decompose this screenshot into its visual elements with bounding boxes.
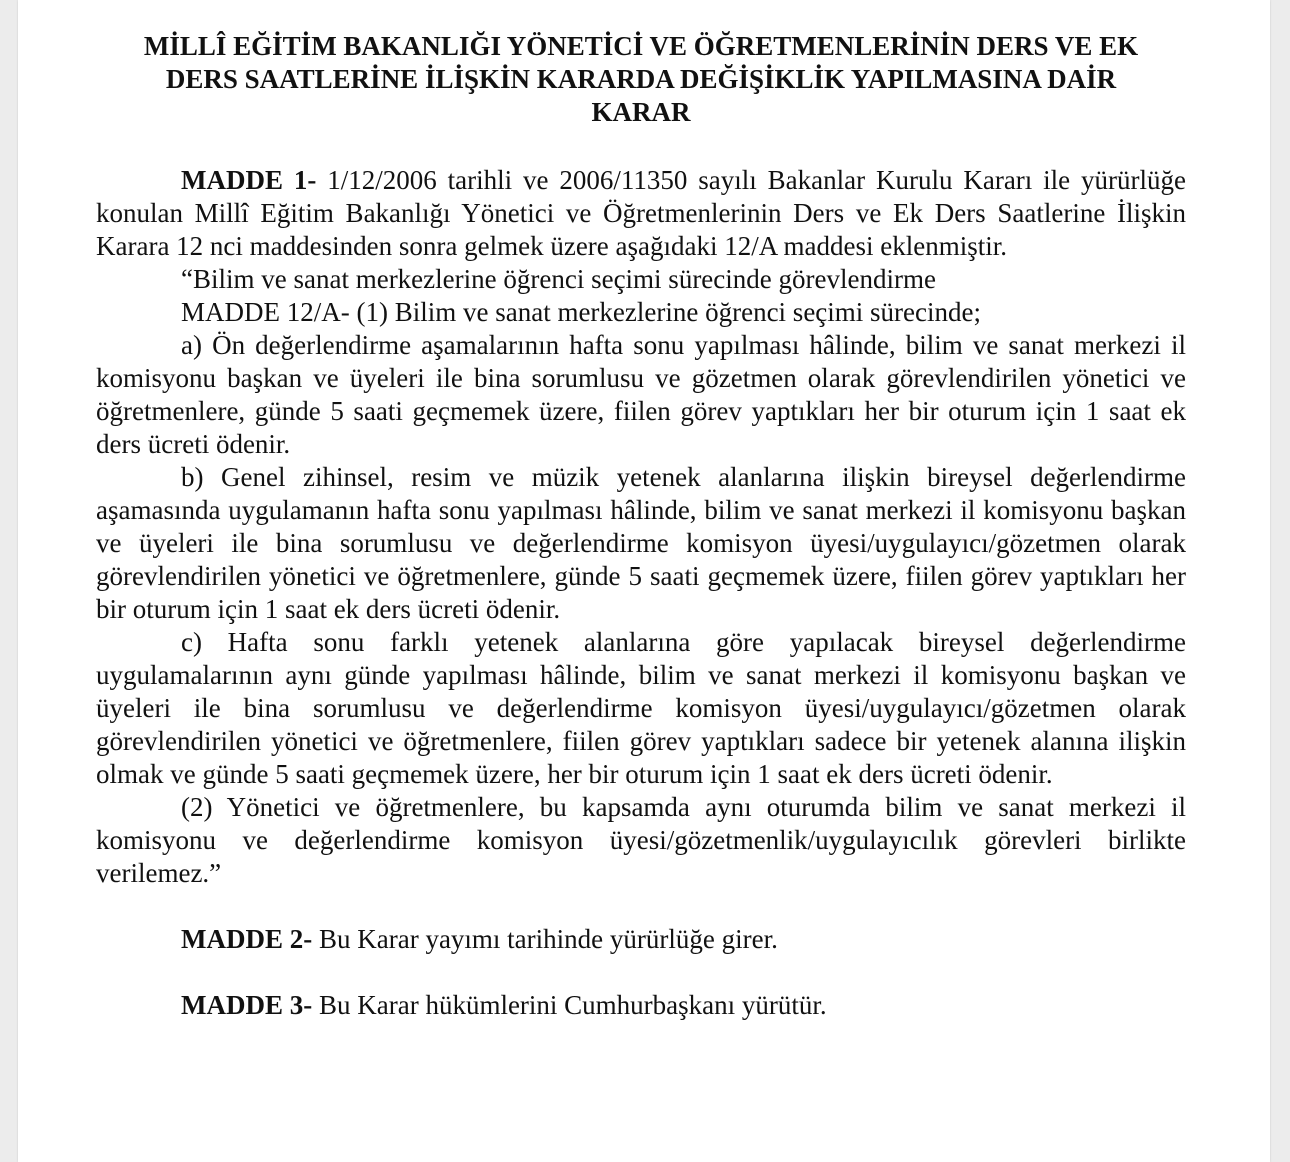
document-page — [18, 0, 1270, 1162]
title-line-1: MİLLÎ EĞİTİM BAKANLIĞI YÖNETİCİ VE ÖĞRETMENLERİNİN DERS VE EK — [143, 31, 1139, 61]
clause-b: b) Genel zihinsel, resim ve müzik yetenek alanlarına ilişkin bireysel değerlendirme aşamasında uygulamanın hafta sonu yapılması hâlinde, bilim ve sanat merkezi il komisyonu başkan ve üyeleri ile bina sorumlusu ve değerlendirme komisyon üyesi/uygulayıcı/gözetmen olarak görevlendirilen yönetici ve öğretmenlere, günde 5 saati geçmemek üzere, fiilen görev yaptıkları her bir oturum için 1 saat ek ders ücreti ödenir. — [96, 462, 1186, 624]
clause-c: c) Hafta sonu farklı yetenek alanlarına göre yapılacak bireysel değerlendirme uygulamalarının aynı günde yapılması hâlinde, bilim ve sanat merkezi il komisyonu başkan ve üyeleri ile bina sorumlusu ve değerlendirme komisyon üyesi/uygulayıcı/gözetmen olarak görevlendirilen yönetici ve öğretmenlere, fiilen görev yaptıkları sadece bir yetenek alanına ilişkin olmak ve günde 5 saati geçmemek üzere, her bir oturum için 1 saat ek ders ücreti ödenir. — [96, 627, 1186, 789]
article-1-label: MADDE 1- — [181, 165, 317, 195]
document-title — [96, 30, 1186, 129]
clause-a: a) Ön değerlendirme aşamalarının hafta sonu yapılması hâlinde, bilim ve sanat merkezi il komisyonu başkan ve üyeleri ile bina sorumlusu ve gözetmen olarak görevlendirilen yönetici ve öğretmenlere, günde 5 saati geçmemek üzere, fiilen görev yaptıkları her bir oturum için 1 saat ek ders ücreti ödenir. — [96, 330, 1186, 459]
spacer — [96, 956, 1186, 989]
article-3-label: MADDE 3- — [181, 990, 313, 1020]
article-1-text: 1/12/2006 tarihli ve 2006/11350 sayılı Bakanlar Kurulu Kararı ile yürürlüğe konulan Millî Eğitim Bakanlığı Yönetici ve Öğretmenlerinin Ders ve Ek Ders Saatlerine İlişkin Karara 12 nci maddesinden sonra gelmek üzere aşağıdaki 12/A maddesi eklenmiştir. — [96, 165, 1187, 261]
article-2-label: MADDE 2- — [181, 924, 313, 954]
article-3 — [96, 989, 1186, 1022]
quote-heading: “Bilim ve sanat merkezlerine öğrenci seçimi sürecinde görevlendirme — [181, 264, 936, 294]
article-2-text: Bu Karar yayımı tarihinde yürürlüğe girer. — [312, 924, 778, 954]
article-3-text: Bu Karar hükümlerini Cumhurbaşkanı yürütür. — [312, 990, 827, 1020]
clause-2: (2) Yönetici ve öğretmenlere, bu kapsamda aynı oturumda bilim ve sanat merkezi il komisyonu ve değerlendirme komisyon üyesi/gözetmenlik/uygulayıcılık görevleri birlikte verilemez.” — [96, 792, 1186, 888]
article-1 — [96, 164, 1186, 263]
article-12a-intro: MADDE 12/A- (1) Bilim ve sanat merkezlerine öğrenci seçimi sürecinde; — [181, 297, 981, 327]
title-line-3: KARAR — [591, 97, 691, 127]
document-body — [96, 30, 1186, 1022]
spacer — [96, 890, 1186, 923]
article-2 — [96, 923, 1186, 956]
title-line-2: DERS SAATLERİNE İLİŞKİN KARARDA DEĞİŞİKLİK YAPILMASINA DAİR — [165, 64, 1117, 94]
